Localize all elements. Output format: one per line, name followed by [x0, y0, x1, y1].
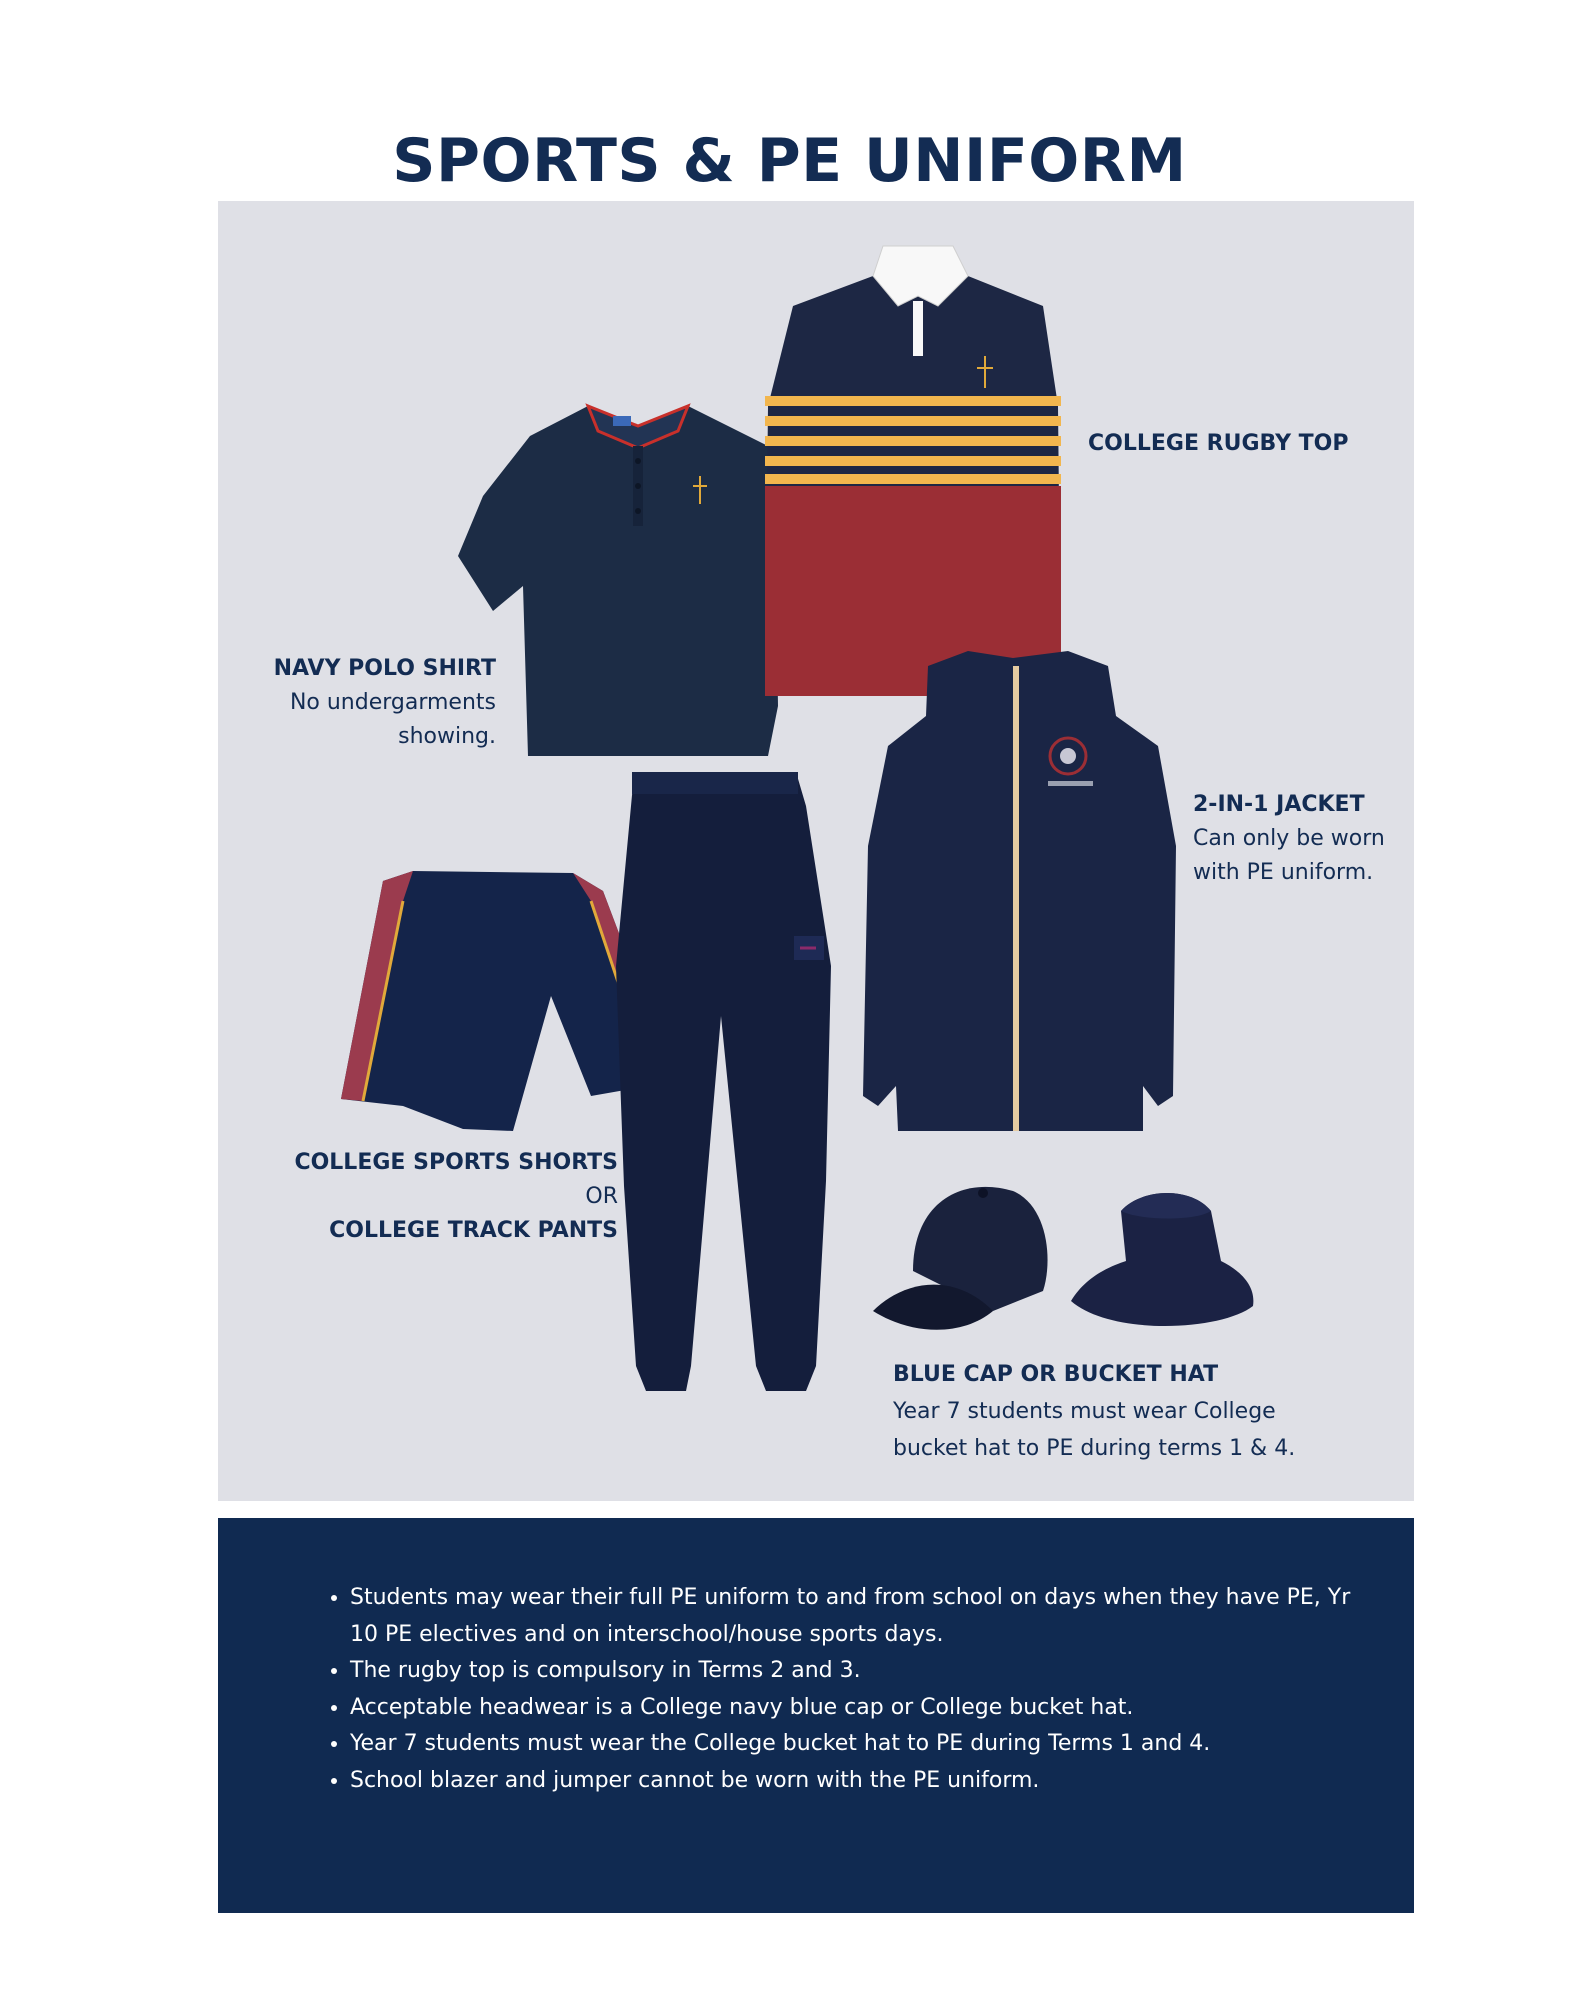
rule-item: • School blazer and jumper cannot be worn with the PE uniform. [350, 1763, 1380, 1800]
uniform-panel [218, 201, 1414, 1501]
jacket-label [1193, 788, 1403, 890]
polo-shirt-name: NAVY POLO SHIRT [273, 656, 496, 681]
jacket-note-line1: Can only be worn [1193, 826, 1385, 851]
or-text: OR [585, 1184, 618, 1209]
rules-panel [218, 1518, 1414, 1913]
page-title: SPORTS & PE UNIFORM [392, 126, 1187, 196]
jacket-image [858, 646, 1188, 1136]
shorts-pants-label [258, 1146, 618, 1248]
hats-label [893, 1356, 1363, 1467]
rule-item: • The rugby top is compulsory in Terms 2 and 3. [350, 1653, 1380, 1690]
track-pants-name: COLLEGE TRACK PANTS [329, 1218, 618, 1243]
hats-note-line1: Year 7 students must wear College [893, 1399, 1276, 1424]
polo-shirt-note-line2: showing. [398, 724, 496, 749]
rules-list [328, 1580, 1380, 1799]
track-pants-image [616, 766, 831, 1396]
jacket-name: 2-IN-1 JACKET [1193, 792, 1365, 817]
jacket-note-line2: with PE uniform. [1193, 860, 1374, 885]
rugby-top-image [753, 246, 1073, 696]
rugby-top-label [1088, 427, 1349, 461]
rule-item: • Year 7 students must wear the College bucket hat to PE during Terms 1 and 4. [350, 1726, 1380, 1763]
hats-name: BLUE CAP OR BUCKET HAT [893, 1362, 1219, 1387]
sports-shorts-name: COLLEGE SPORTS SHORTS [294, 1150, 618, 1175]
hats-note-line2: bucket hat to PE during terms 1 & 4. [893, 1436, 1296, 1461]
bucket-hat-image [1071, 1186, 1256, 1336]
rule-item: • Students may wear their full PE uniform to and from school on days when they have PE, Yr 10 PE electives and on interschool/house sports days. [350, 1580, 1380, 1653]
polo-shirt-note-line1: No undergarments [289, 690, 496, 715]
rugby-top-name: COLLEGE RUGBY TOP [1088, 431, 1349, 456]
rule-item: • Acceptable headwear is a College navy blue cap or College bucket hat. [350, 1690, 1380, 1727]
polo-shirt-label [248, 652, 496, 754]
cap-image [873, 1171, 1058, 1336]
